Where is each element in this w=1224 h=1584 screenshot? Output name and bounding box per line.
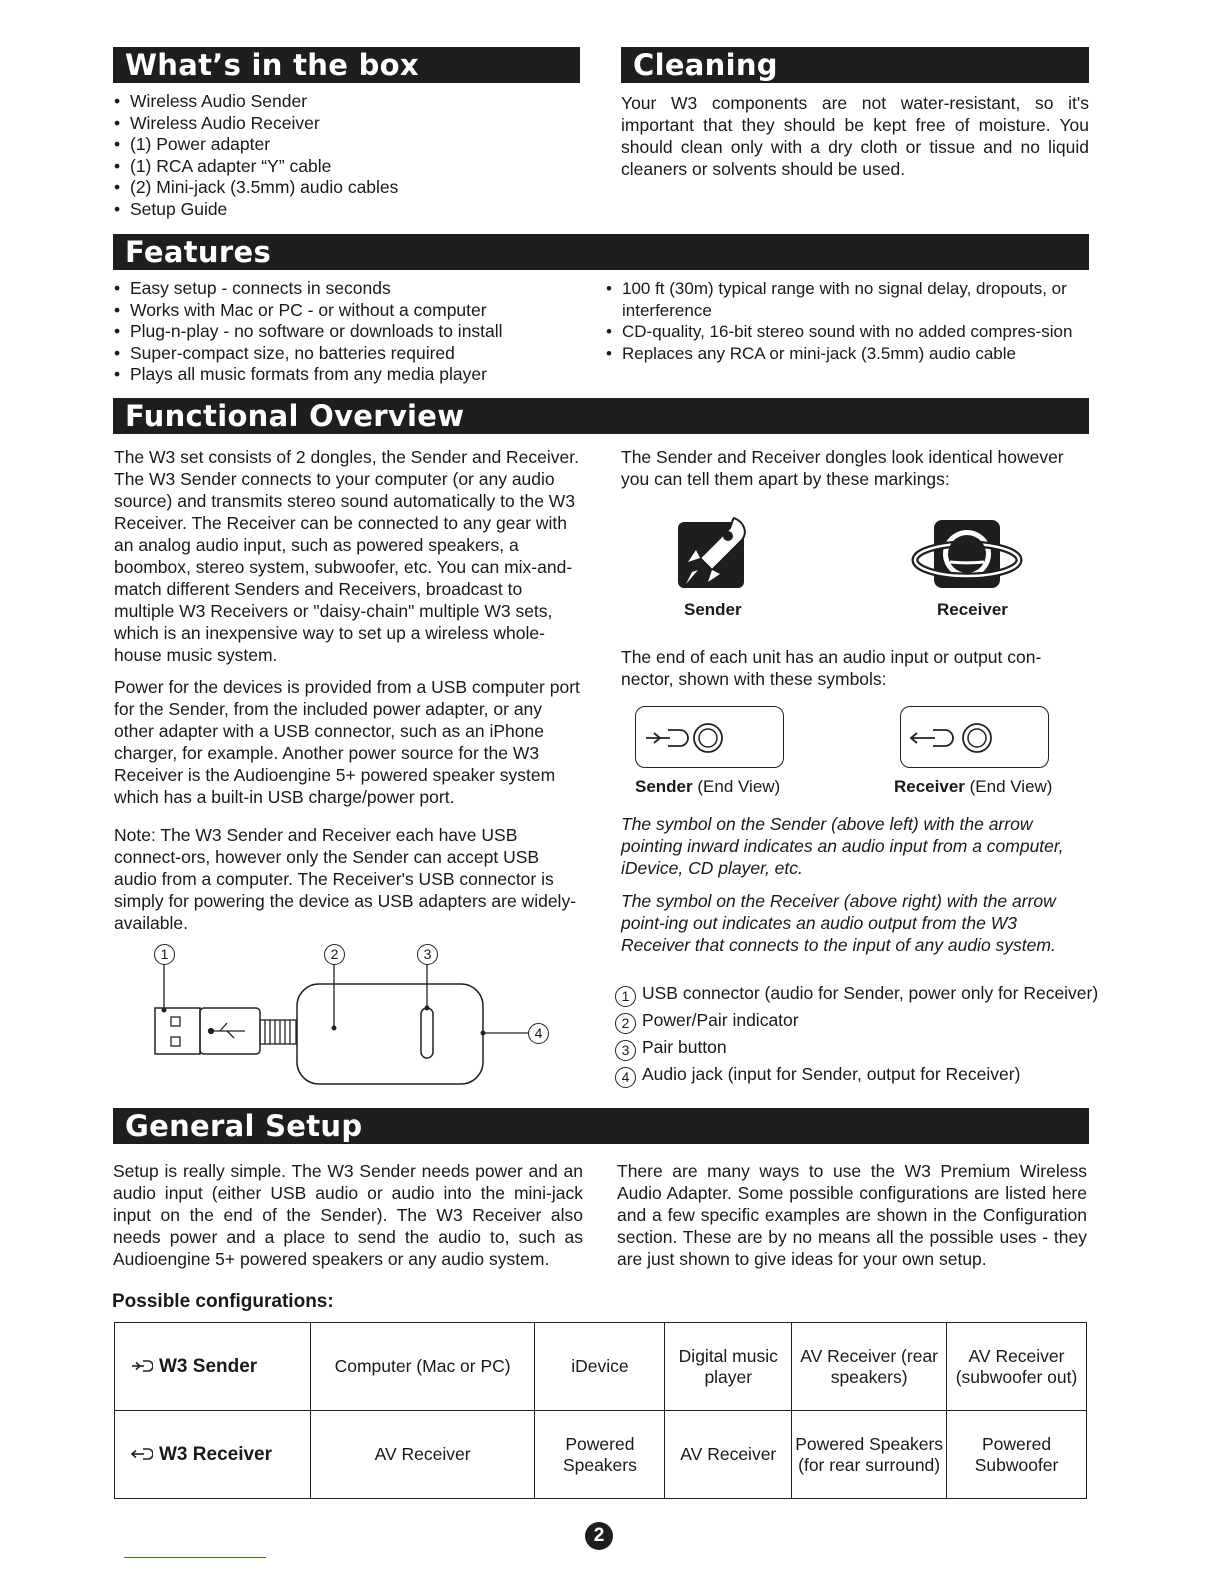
diagram-legend (615, 980, 1098, 1088)
sender-symbol-note: The symbol on the Sender (above left) with the arrow pointing inward indicates an audio input from a computer, iDevice, CD player, etc. (621, 814, 1064, 878)
table-cell: Computer (Mac or PC) (310, 1323, 535, 1411)
sender-marking-label: Sender (684, 600, 742, 619)
sender-end-view (635, 706, 784, 768)
table-cell: AV Receiver (665, 1411, 792, 1499)
list-item: • Super-compact size, no batteries required (114, 343, 574, 365)
audio-output-icon (131, 1447, 153, 1461)
table-cell: AV Receiver (subwoofer out) (947, 1323, 1087, 1411)
list-item: • (1) RCA adapter “Y” cable (114, 156, 398, 178)
setup-right-text: There are many ways to use the W3 Premium Wireless Audio Adapter. Some possible configurations are listed here and a few specific examples are shown in the Configuration section. These are by no means all the possible uses - they are just shown to give ideas for your own setup. (617, 1161, 1087, 1269)
list-item: • Easy setup - connects in seconds (114, 278, 574, 300)
end-view-intro: The end of each unit has an audio input or output con-nector, shown with these symbols: (621, 647, 1042, 689)
audio-input-icon (636, 707, 783, 767)
list-item: 4 Audio jack (input for Sender, output for Receiver) (615, 1061, 1098, 1088)
list-item: • Plays all music formats from any media player (114, 364, 574, 386)
section-header-features: Features (113, 234, 1089, 270)
list-item: • Wireless Audio Receiver (114, 113, 398, 135)
receiver-end-view (900, 706, 1049, 768)
sender-end-caption: Sender (End View) (635, 777, 781, 796)
receiver-marking-label: Receiver (937, 600, 1008, 619)
overview-paragraph-1: The W3 set consists of 2 dongles, the Sender and Receiver. The W3 Sender connects to your computer (or any audio source) and transmits stereo sound automatically to the W3 Receiver. The Receiver can be connected to any gear with an analog audio input, such as powered speakers, a boombox, stereo system, subwoofer, etc. You can mix-and-match different Senders and Receivers, broadcast to multiple W3 Receivers or "daisy-chain" multiple W3 sets, which is an inexpensive way to set up a wireless whole-house music system. (114, 447, 579, 665)
callout-1: 1 (154, 944, 175, 965)
table-cell: AV Receiver (310, 1411, 535, 1499)
receiver-row-header: W3 Receiver (115, 1411, 311, 1499)
table-row (115, 1323, 1087, 1411)
configs-heading: Possible configurations: (112, 1291, 334, 1312)
overview-note: Note: The W3 Sender and Receiver each have USB connect-ors, however only the Sender can accept USB audio from a computer. The Receiver's USB connector is simply for powering the device as USB adapters are widely-available. (114, 825, 577, 933)
footer-rule (124, 1557, 266, 1558)
table-cell: Powered Speakers (for rear surround) (792, 1411, 947, 1499)
list-item: • Plug-n-play - no software or downloads to install (114, 321, 574, 343)
table-row (115, 1411, 1087, 1499)
table-cell: Powered Subwoofer (947, 1411, 1087, 1499)
list-item: • (2) Mini-jack (3.5mm) audio cables (114, 177, 398, 199)
section-header-overview: Functional Overview (113, 398, 1089, 434)
receiver-end-caption: Receiver (End View) (894, 777, 1053, 796)
features-list-left (114, 278, 574, 386)
callout-3: 3 (417, 944, 438, 965)
list-item: • Setup Guide (114, 199, 398, 221)
callout-2: 2 (324, 944, 345, 965)
overview-paragraph-2: Power for the devices is provided from a USB computer port for the Sender, from the included power adapter, or any other adapter with a USB connector, such as an iPhone charger, for example. Another power source for the W3 Receiver is the Audioengine 5+ powered speaker system which has a built-in USB charge/power port. (114, 677, 580, 807)
list-item: • Works with Mac or PC - or without a computer (114, 300, 574, 322)
section-header-box: What’s in the box (113, 47, 580, 83)
rocket-icon (678, 514, 750, 590)
setup-left-text: Setup is really simple. The W3 Sender needs power and an audio input (either USB audio or audio into the mini-jack input on the end of the Sender). The W3 Receiver also needs power and a place to send the audio to, such as Audioengine 5+ powered speakers or any audio system. (113, 1161, 583, 1269)
list-item: 1 USB connector (audio for Sender, power only for Receiver) (615, 980, 1098, 1007)
cleaning-text: Your W3 components are not water-resistant, so it's important that they should be kept free of moisture. You should clean only with a dry cloth or tissue and no liquid cleaners or solvents should be used. (621, 93, 1089, 179)
list-item: • 100 ft (30m) typical range with no signal delay, dropouts, or interference (606, 278, 1086, 321)
list-item: • CD-quality, 16-bit stereo sound with no added compres-sion (606, 321, 1086, 343)
table-cell: iDevice (535, 1323, 665, 1411)
table-cell: Powered Speakers (535, 1411, 665, 1499)
list-item: • Wireless Audio Sender (114, 91, 398, 113)
audio-output-icon (901, 707, 1048, 767)
table-cell: Digital music player (665, 1323, 792, 1411)
box-contents-list (114, 91, 398, 221)
list-item: 2 Power/Pair indicator (615, 1007, 1098, 1034)
audio-input-icon (131, 1359, 153, 1373)
section-header-setup: General Setup (113, 1108, 1089, 1144)
planet-icon (910, 516, 1028, 592)
device-diagram (145, 940, 565, 1090)
page-number: 2 (585, 1522, 613, 1550)
callout-4: 4 (528, 1023, 549, 1044)
list-item: • Replaces any RCA or mini-jack (3.5mm) audio cable (606, 343, 1086, 365)
configurations-table (114, 1322, 1087, 1499)
usb-icon (209, 1023, 246, 1038)
features-list-right (606, 278, 1086, 364)
list-item: 3 Pair button (615, 1034, 1098, 1061)
list-item: • (1) Power adapter (114, 134, 398, 156)
section-header-cleaning: Cleaning (621, 47, 1089, 83)
table-cell: AV Receiver (rear speakers) (792, 1323, 947, 1411)
sender-row-header: W3 Sender (115, 1323, 311, 1411)
markings-intro: The Sender and Receiver dongles look identical however you can tell them apart by these markings: (621, 447, 1064, 489)
receiver-symbol-note: The symbol on the Receiver (above right) with the arrow point-ing out indicates an audio output from the W3 Receiver that connects to the input of any audio system. (621, 891, 1056, 955)
